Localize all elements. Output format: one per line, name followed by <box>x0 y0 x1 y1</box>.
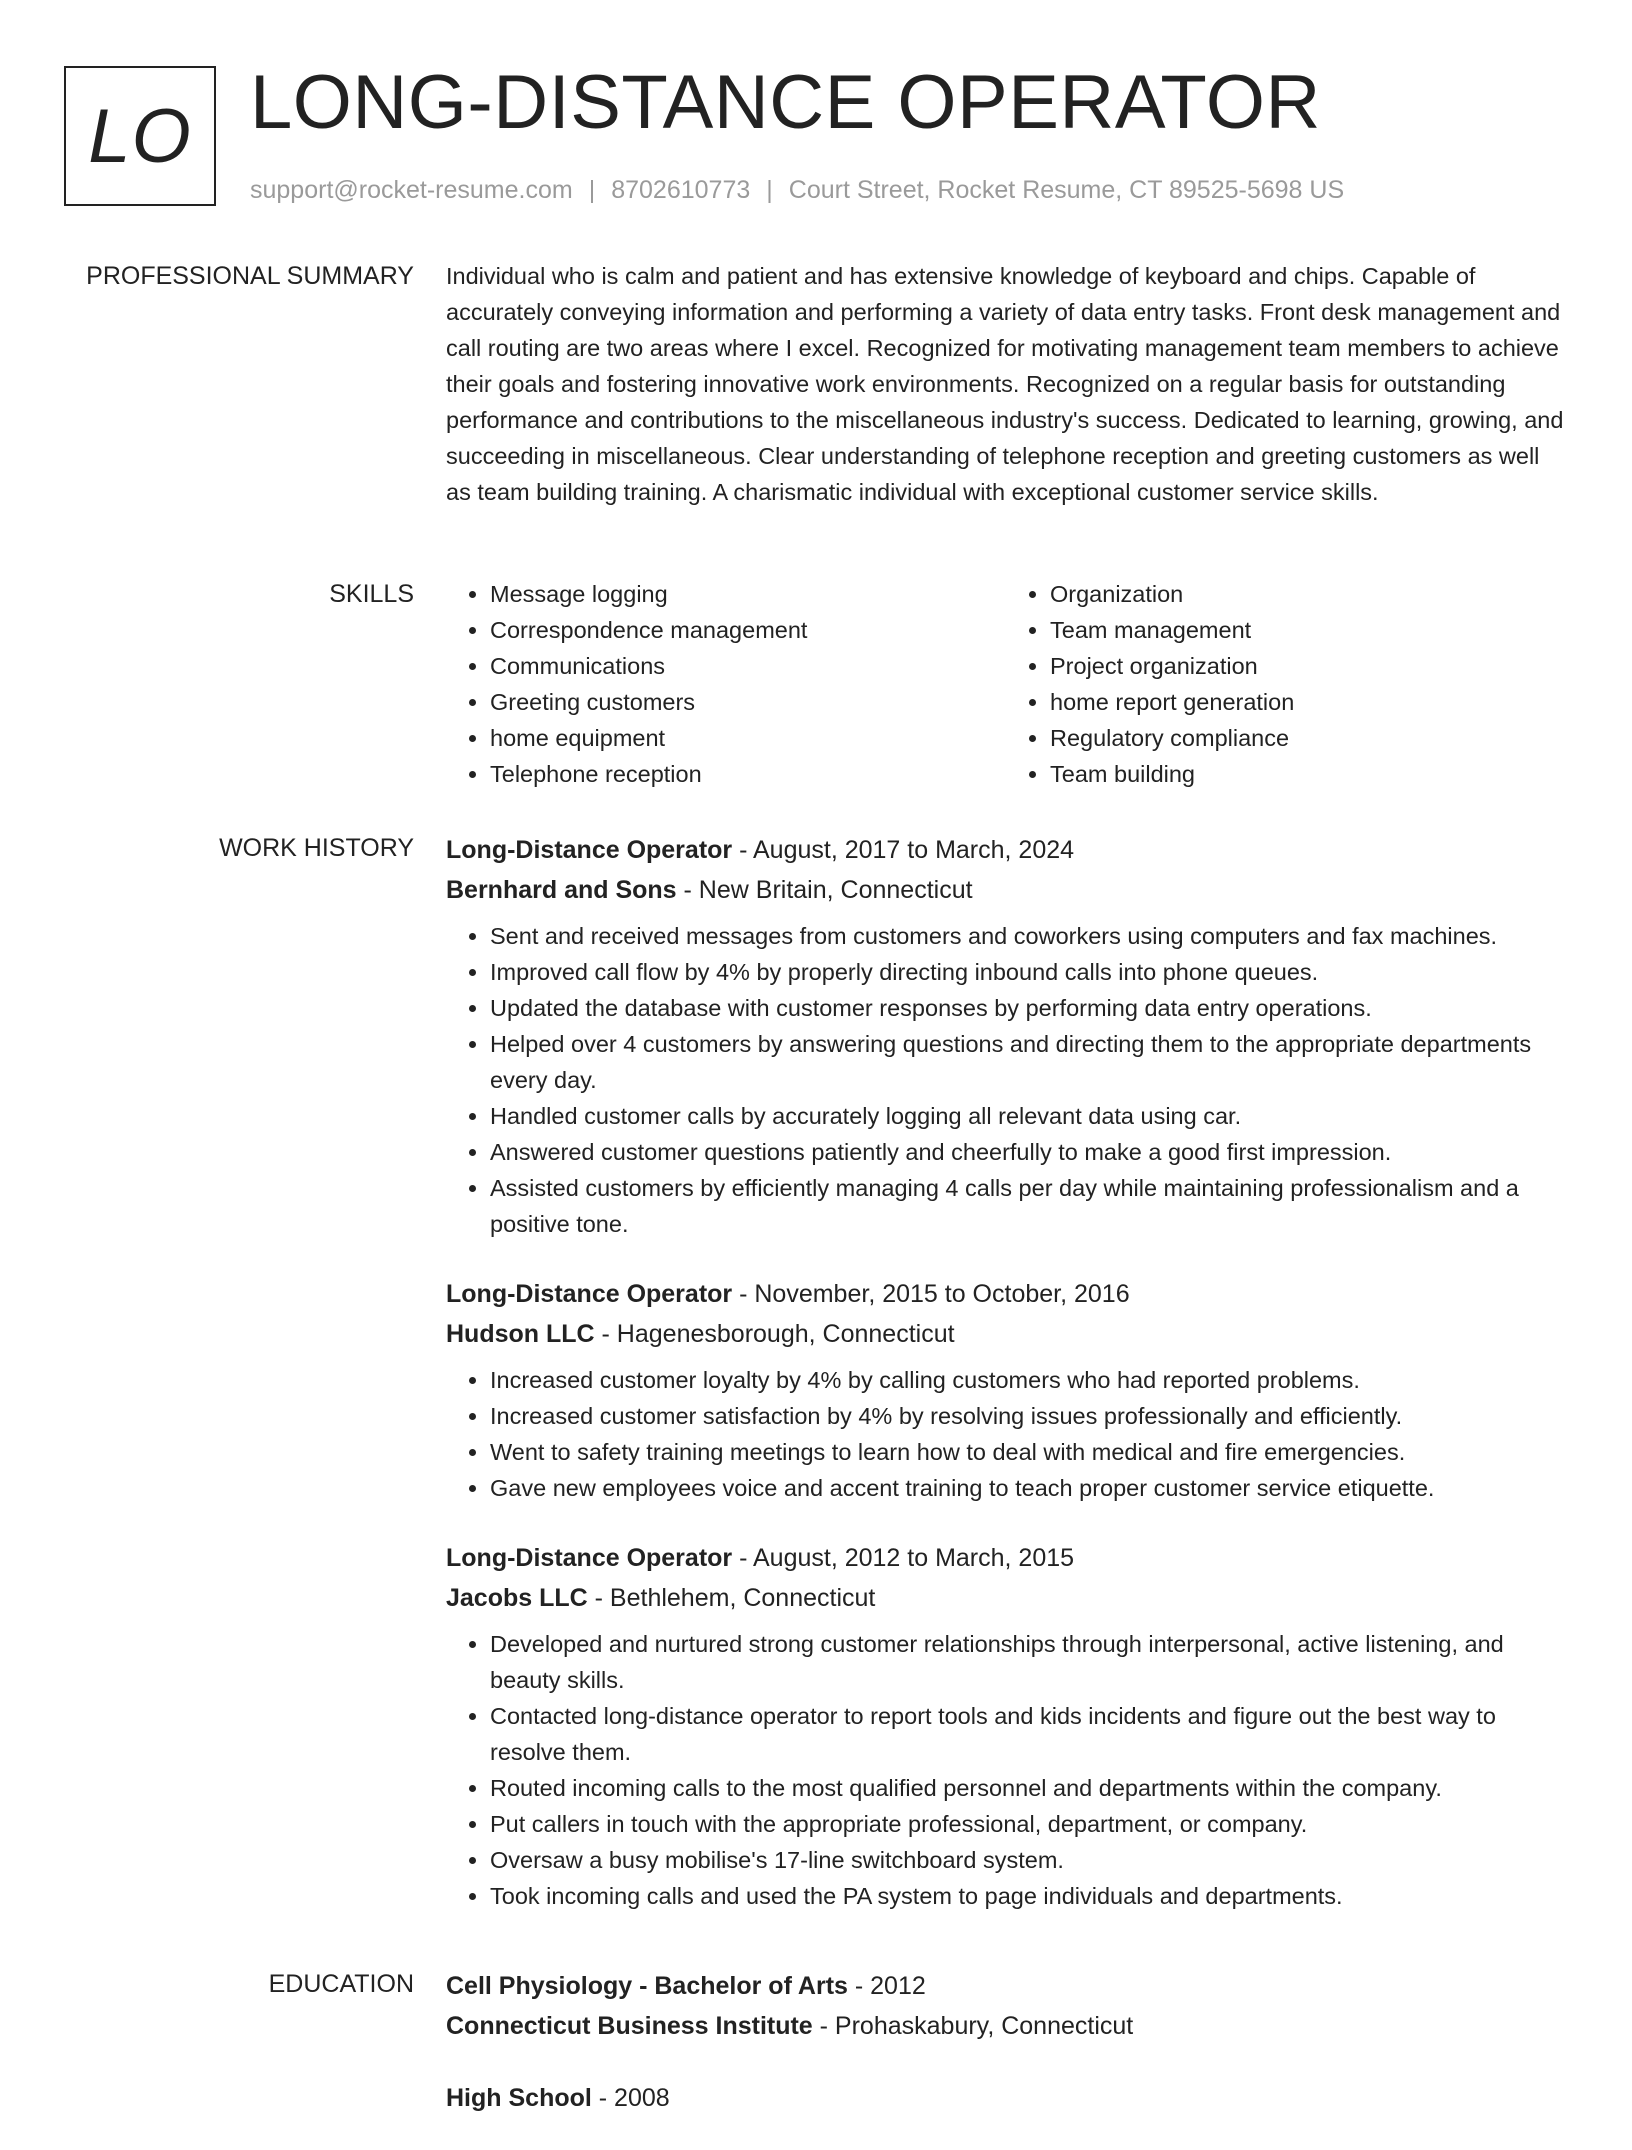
education-location: - Prohaskabury, Connecticut <box>812 2012 1134 2040</box>
job-company-line <box>446 870 1566 910</box>
education-school-line <box>446 2006 1566 2046</box>
skills-heading: SKILLS <box>329 580 414 608</box>
contact-line <box>250 174 1344 206</box>
work-history-heading: WORK HISTORY <box>219 834 414 862</box>
job-company-line <box>446 1314 1566 1354</box>
job-bullets <box>446 918 1566 1242</box>
skill-item: • Message logging <box>490 576 1006 612</box>
contact-email[interactable]: support@rocket-resume.com <box>250 176 573 204</box>
job-entry <box>446 830 1566 1242</box>
summary-text: Individual who is calm and patient and has extensive knowledge of keyboard and chips. Capable of accurately conveying information and performing a variety of data entry tasks. Front desk management and call routing are two areas where I excel. Recognized for motivating management team members to achieve their goals and fostering innovative work environments. Recognized on a regular basis for outstanding performance and contributions to the miscellaneous industry's success. Dedicated to learning, growing, and succeeding in miscellaneous. Clear understanding of telephone reception and greeting customers as well as team building training. A charismatic individual with exceptional customer service skills. <box>446 263 1564 505</box>
job-bullet: • Took incoming calls and used the PA system to page individuals and departments. <box>490 1878 1566 1914</box>
job-title: Long-Distance Operator <box>446 1280 733 1308</box>
contact-address: Court Street, Rocket Resume, CT 89525-5698 US <box>788 176 1345 204</box>
job-bullet: • Assisted customers by efficiently managing 4 calls per day while maintaining professionalism and a positive tone. <box>490 1170 1566 1242</box>
skill-item: • home equipment <box>490 720 1006 756</box>
job-dates: - August, 2012 to March, 2015 <box>732 1544 1075 1572</box>
contact-separator: | <box>588 176 596 204</box>
education-school: Connecticut Business Institute <box>446 2012 813 2040</box>
job-bullet: • Improved call flow by 4% by properly directing inbound calls into phone queues. <box>490 954 1566 990</box>
job-title: Long-Distance Operator <box>446 1544 733 1572</box>
job-bullet: • Gave new employees voice and accent training to teach proper customer service etiquette. <box>490 1470 1566 1506</box>
monogram-box <box>64 66 216 206</box>
work-history-body <box>446 830 1566 1946</box>
job-company: Bernhard and Sons <box>446 876 677 904</box>
monogram-initials: LO <box>88 93 192 179</box>
education-degree: High School <box>446 2084 592 2112</box>
job-dates: - August, 2017 to March, 2024 <box>732 836 1075 864</box>
job-location: - Bethlehem, Connecticut <box>587 1584 876 1612</box>
job-bullet: • Updated the database with customer responses by performing data entry operations. <box>490 990 1566 1026</box>
skill-item: • Team building <box>1050 756 1566 792</box>
skill-item: • Greeting customers <box>490 684 1006 720</box>
job-bullet: • Helped over 4 customers by answering questions and directing them to the appropriate departments every day. <box>490 1026 1566 1098</box>
job-location: - New Britain, Connecticut <box>676 876 973 904</box>
education-degree: Cell Physiology - Bachelor of Arts <box>446 1972 848 2000</box>
job-location: - Hagenesborough, Connecticut <box>594 1320 955 1348</box>
job-title-line <box>446 1274 1566 1314</box>
skill-item: • Regulatory compliance <box>1050 720 1566 756</box>
skill-item: • Project organization <box>1050 648 1566 684</box>
education-degree-line <box>446 2078 1566 2118</box>
education-heading: EDUCATION <box>268 1970 414 1998</box>
job-bullet: • Sent and received messages from customers and coworkers using computers and fax machines. <box>490 918 1566 954</box>
education-entry <box>446 2078 1566 2118</box>
summary-body <box>446 258 1566 510</box>
job-bullet: • Answered customer questions patiently and cheerfully to make a good first impression. <box>490 1134 1566 1170</box>
job-entry <box>446 1538 1566 1914</box>
job-bullet: • Developed and nurtured strong customer relationships through interpersonal, active listening, and beauty skills. <box>490 1626 1566 1698</box>
contact-separator: | <box>766 176 773 204</box>
candidate-name: LONG-DISTANCE OPERATOR <box>250 60 1321 145</box>
skills-body <box>446 576 1566 792</box>
job-company: Hudson LLC <box>446 1320 595 1348</box>
job-bullet: • Oversaw a busy mobilise's 17-line switchboard system. <box>490 1842 1566 1878</box>
skill-item: • home report generation <box>1050 684 1566 720</box>
job-bullet: • Went to safety training meetings to learn how to deal with medical and fire emergencies. <box>490 1434 1566 1470</box>
education-body <box>446 1966 1566 2150</box>
job-title-line <box>446 830 1566 870</box>
job-bullet: • Increased customer satisfaction by 4% by resolving issues professionally and efficiently. <box>490 1398 1566 1434</box>
skills-column-1 <box>446 576 1006 792</box>
skill-item: • Team management <box>1050 612 1566 648</box>
contact-phone[interactable]: 8702610773 <box>611 176 751 204</box>
job-title-line <box>446 1538 1566 1578</box>
skills-column-2 <box>1006 576 1566 792</box>
education-year: - 2012 <box>847 1972 926 2000</box>
job-company-line <box>446 1578 1566 1618</box>
job-dates: - November, 2015 to October, 2016 <box>732 1280 1130 1308</box>
job-company: Jacobs LLC <box>446 1584 588 1612</box>
job-bullet: • Increased customer loyalty by 4% by calling customers who had reported problems. <box>490 1362 1566 1398</box>
job-bullets <box>446 1362 1566 1506</box>
summary-heading: PROFESSIONAL SUMMARY <box>86 262 414 290</box>
job-title: Long-Distance Operator <box>446 836 733 864</box>
skill-item: • Organization <box>1050 576 1566 612</box>
education-year: - 2008 <box>591 2084 670 2112</box>
job-bullet: • Routed incoming calls to the most qualified personnel and departments within the company. <box>490 1770 1566 1806</box>
job-bullet: • Put callers in touch with the appropriate professional, department, or company. <box>490 1806 1566 1842</box>
job-entry <box>446 1274 1566 1506</box>
skill-item: • Telephone reception <box>490 756 1006 792</box>
job-bullet: • Handled customer calls by accurately logging all relevant data using car. <box>490 1098 1566 1134</box>
job-bullets <box>446 1626 1566 1914</box>
education-entry <box>446 1966 1566 2046</box>
job-bullet: • Contacted long-distance operator to report tools and kids incidents and figure out the best way to resolve them. <box>490 1698 1566 1770</box>
skill-item: • Correspondence management <box>490 612 1006 648</box>
skill-item: • Communications <box>490 648 1006 684</box>
education-degree-line <box>446 1966 1566 2006</box>
